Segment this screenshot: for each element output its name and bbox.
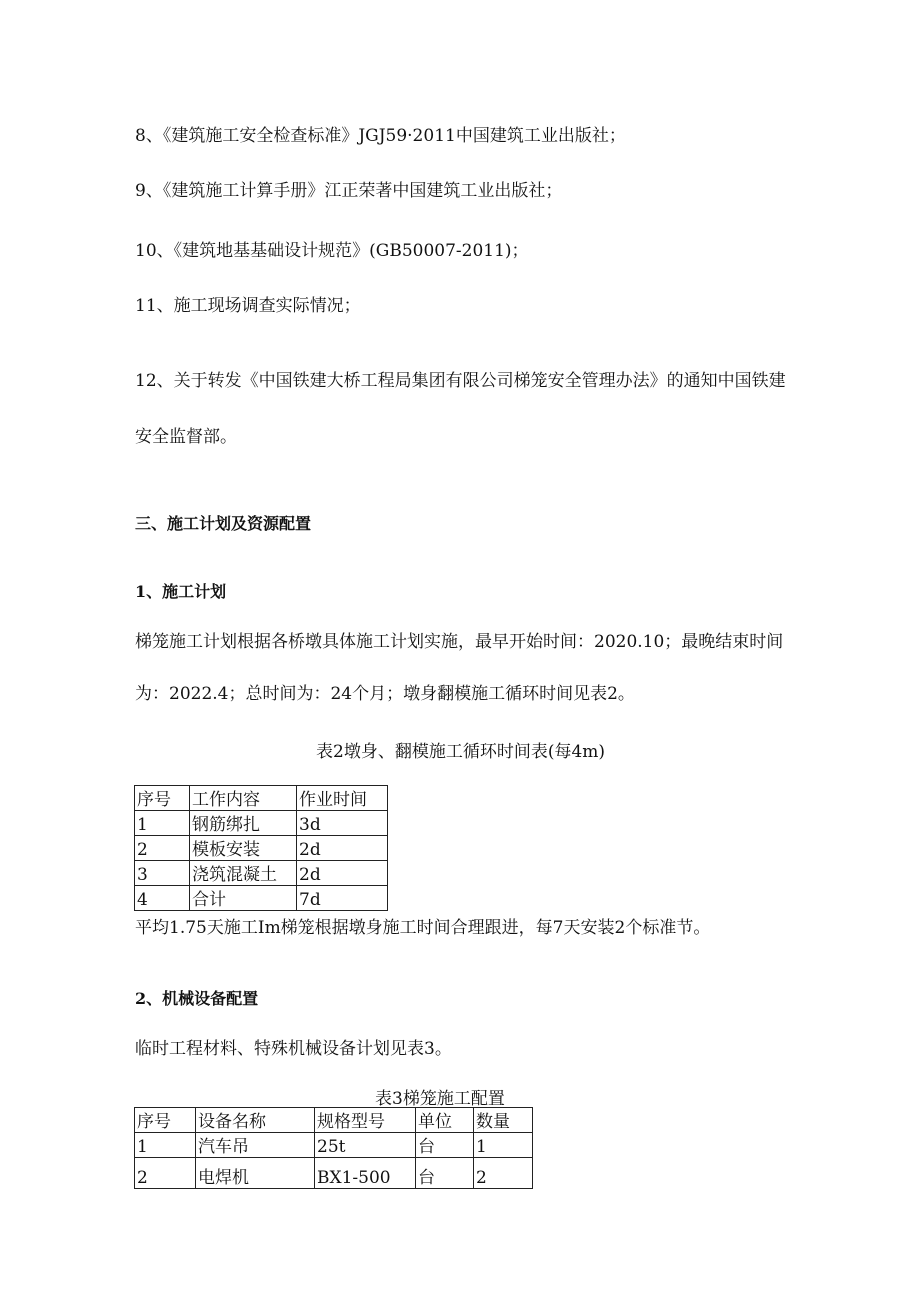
- table-cell: 合计: [190, 886, 297, 911]
- subsection-heading-plan: 1、施工计划: [135, 582, 227, 601]
- table-header-cell: 单位: [416, 1108, 474, 1133]
- plan-paragraph-line-2: 为：2022.4；总时间为：24个月；墩身翻模施工循环时间见表2。: [135, 684, 635, 704]
- table-cell: BX1-500: [315, 1158, 416, 1189]
- table-cell: 电焊机: [196, 1158, 315, 1189]
- table-header-cell: 作业时间: [297, 786, 388, 811]
- table-cell: 浇筑混凝土: [190, 861, 297, 886]
- section-heading: 三、施工计划及资源配置: [135, 514, 312, 533]
- table-cell: 2d: [297, 861, 388, 886]
- reference-item-12-continued: 安全监督部。: [135, 427, 237, 447]
- table-header-cell: 设备名称: [196, 1108, 315, 1133]
- table-header-cell: 数量: [474, 1108, 533, 1133]
- table-header-row: [135, 1108, 533, 1133]
- table-cell: 3: [135, 861, 190, 886]
- table2-note: 平均1.75天施工Im梯笼根据墩身施工时间合理跟进，每7天安装2个标准节。: [135, 918, 711, 938]
- subsection-heading-equipment: 2、机械设备配置: [135, 989, 259, 1008]
- table-cell: 2: [474, 1158, 533, 1189]
- table-cell: 25t: [315, 1133, 416, 1158]
- cycle-time-table: [134, 785, 388, 911]
- reference-item-8: 8、《建筑施工安全检查标准》JGJ59·2011中国建筑工业出版社；: [135, 126, 626, 146]
- table-row: [135, 861, 388, 886]
- equipment-config-table: [134, 1107, 533, 1189]
- table3-caption: 表3梯笼施工配置: [375, 1089, 505, 1109]
- table-row: [135, 1133, 533, 1158]
- table-header-cell: 序号: [135, 786, 190, 811]
- reference-item-12: 12、关于转发《中国铁建大桥工程局集团有限公司梯笼安全管理办法》的通知中国铁建: [135, 371, 786, 391]
- table-row: [135, 811, 388, 836]
- equipment-paragraph: 临时工程材料、特殊机械设备计划见表3。: [135, 1039, 452, 1059]
- table-row: [135, 886, 388, 911]
- table-cell: 汽车吊: [196, 1133, 315, 1158]
- table-header-cell: 工作内容: [190, 786, 297, 811]
- table-cell: 台: [416, 1133, 474, 1158]
- table-cell: 台: [416, 1158, 474, 1189]
- table-cell: 2: [135, 1158, 196, 1189]
- table-cell: 钢筋绑扎: [190, 811, 297, 836]
- table-cell: 1: [135, 1133, 196, 1158]
- table-cell: 模板安装: [190, 836, 297, 861]
- table-cell: 3d: [297, 811, 388, 836]
- table-cell: 7d: [297, 886, 388, 911]
- table-cell: 2d: [297, 836, 388, 861]
- table-cell: 2: [135, 836, 190, 861]
- reference-item-11: 11、施工现场调查实际情况；: [135, 296, 361, 316]
- table-header-cell: 序号: [135, 1108, 196, 1133]
- table2-caption: 表2墩身、翻模施工循环时间表(每4m): [316, 742, 606, 762]
- table-header-cell: 规格型号: [315, 1108, 416, 1133]
- reference-item-10: 10、《建筑地基基础设计规范》(GB50007-2011)；: [135, 241, 529, 261]
- table-row: [135, 1158, 533, 1189]
- table-row: [135, 836, 388, 861]
- reference-item-9: 9、《建筑施工计算手册》江正荣著中国建筑工业出版社；: [135, 181, 563, 201]
- table-header-row: [135, 786, 388, 811]
- table-cell: 1: [135, 811, 190, 836]
- table-cell: 1: [474, 1133, 533, 1158]
- table-cell: 4: [135, 886, 190, 911]
- plan-paragraph-line-1: 梯笼施工计划根据各桥墩具体施工计划实施，最早开始时间：2020.10；最晚结束时间: [135, 632, 784, 652]
